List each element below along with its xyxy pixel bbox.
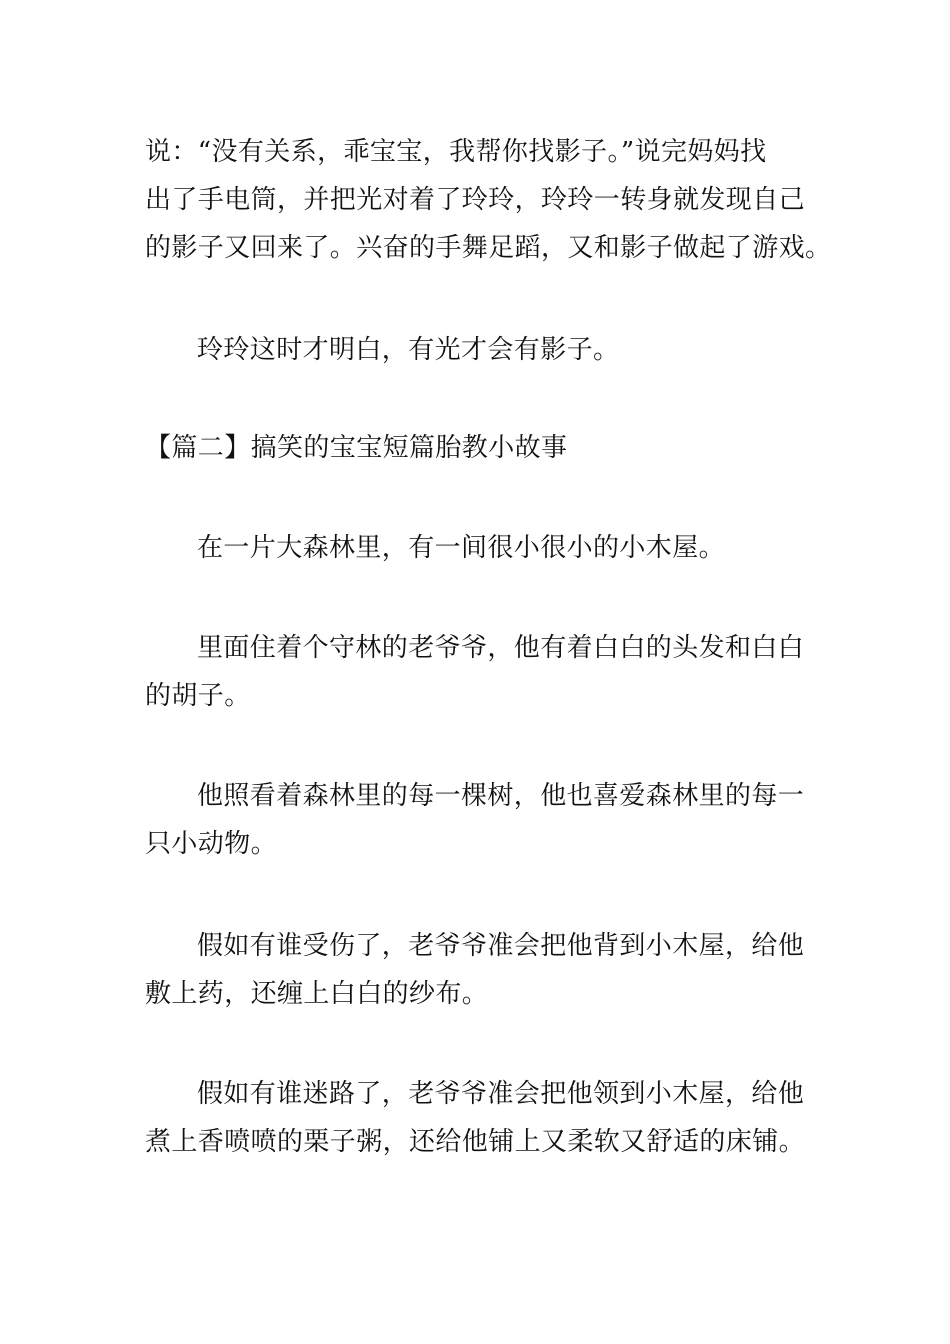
paragraph-6-line-1: 假如有谁受伤了，老爷爷准会把他背到小木屋，给他 (197, 931, 805, 961)
paragraph-1-line-2: 出了手电筒，并把光对着了玲玲，玲玲一转身就发现自己 (145, 185, 806, 215)
paragraph-2: 玲玲这时才明白，有光才会有影子。 (197, 335, 620, 365)
paragraph-3: 在一片大森林里，有一间很小很小的小木屋。 (197, 533, 726, 563)
section-heading: 【篇二】搞笑的宝宝短篇胎教小故事 (145, 433, 568, 463)
paragraph-1-line-1: 说：“没有关系，乖宝宝，我帮你找影子。”说完妈妈找 (145, 137, 767, 167)
paragraph-4-line-1: 里面住着个守林的老爷爷，他有着白白的头发和白白 (197, 633, 805, 663)
paragraph-7-line-1: 假如有谁迷路了，老爷爷准会把他领到小木屋，给他 (197, 1079, 805, 1109)
paragraph-5-line-1: 他照看着森林里的每一棵树，他也喜爱森林里的每一 (197, 781, 805, 811)
paragraph-4-line-2: 的胡子。 (145, 681, 251, 711)
paragraph-1-line-3: 的影子又回来了。兴奋的手舞足蹈，又和影子做起了游戏。 (145, 233, 832, 263)
paragraph-5-line-2: 只小动物。 (145, 829, 278, 859)
paragraph-7-line-2: 煮上香喷喷的栗子粥，还给他铺上又柔软又舒适的床铺。 (145, 1127, 806, 1157)
paragraph-6-line-2: 敷上药，还缠上白白的纱布。 (145, 979, 489, 1009)
